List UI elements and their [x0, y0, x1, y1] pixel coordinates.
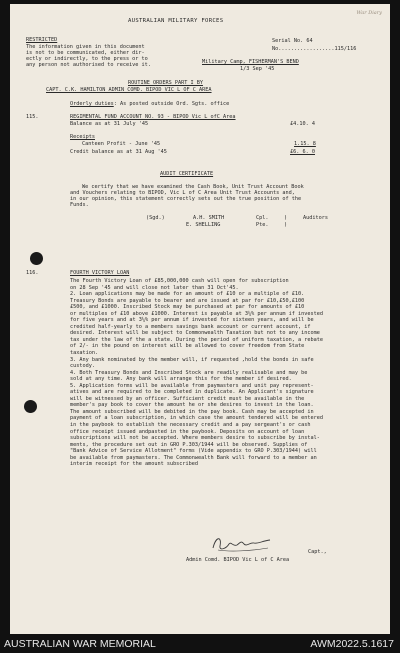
item-number: 115. [26, 114, 39, 120]
loan-line: Treasury Bonds are payable to bearer and are issued at par for £10,£50,£100 [70, 297, 305, 304]
balance-label: Balance as at 31 July '45 [70, 121, 149, 127]
loan-line: The Fourth Victory Loan of £85,000,000 cash will open for subscription [70, 278, 289, 284]
canteen-value: 1.15. 8 [294, 141, 316, 147]
loan-line: will be witnessed by an officer. Sufficient credit must be available in the [70, 395, 305, 402]
loan-line: 4. Both Treasury Bonds and Inscribed Stock are readily realisable and may be [70, 369, 308, 376]
loan-line: for five years and at 3¼% per annum if invested for sixteen years, and will be [70, 317, 314, 324]
auditor-name: E. SHELLING [186, 222, 221, 228]
auditor-name: A.H. SMITH [193, 215, 225, 221]
auditor-rank: Cpl. [256, 215, 269, 221]
loan-line: subscriptions will not be accepted. Where members desire to subscribe by instal- [70, 435, 320, 442]
loan-line: £500, and £1000. Inscribed Stock may be purchased at par for amounts of £10 [70, 304, 305, 311]
loan-line: of 2/- in the pound on interest will be allowed to cover freedom from State [70, 343, 305, 350]
loan-line: interim receipt for the amount subscribed [70, 461, 199, 468]
loan-line: 5. Application forms will be available from paymasters and unit pay represent- [70, 382, 314, 389]
restricted-label: RESTRICTED [26, 37, 58, 43]
document-page [10, 4, 390, 634]
audit-line: in our opinion, this statement correctly sets out the true position of the [70, 196, 302, 202]
orderly-duties [70, 101, 229, 107]
pencil-annotation: War Diary [356, 10, 382, 16]
audit-line: and Vouchers relating to BIPOD, Vic L of C Area Unit Trust Accounts and, [70, 190, 295, 196]
loan-line: ments, the procedure set out in GRO P.303/1944 will be observed. Supplies of [70, 441, 308, 448]
notice-line: ectly or indirectly, to the press or to [26, 56, 148, 62]
loan-line: credited half-yearly to a members savings bank account or current account, if [70, 323, 311, 330]
loan-line: in the paybook to establish the necessary credit and a pay sergeant's or cash [70, 422, 311, 429]
signoff-rank: Capt., [308, 549, 327, 555]
punch-hole [24, 400, 37, 413]
loan-line: sold at any time. Any bank will arrange this for the member if desired. [70, 376, 292, 383]
sgd-label: (Sgd.) [146, 215, 165, 221]
audit-line: Funds. [70, 202, 89, 208]
loan-line: or multiples of £10 above £1000. Interest is payable at 3¼% per annum if invested [70, 310, 323, 317]
loan-line: 3. Any bank nominated by the member will, if requested ,hold the bonds in safe [70, 356, 314, 363]
notice-line: The information given in this document [26, 44, 145, 50]
punch-hole [30, 252, 43, 265]
loan-line: tax under the law of the a state. During the period of uniform taxation, a rebate [70, 336, 323, 343]
duties-label: Orderly duties [70, 101, 114, 107]
loan-line: custody. [70, 363, 95, 370]
fund-title: REGIMENTAL FUND ACCOUNT NO. 93 - BIPOD Vic L ofC Area [70, 114, 236, 120]
duties-text: : As posted outside Ord. Sgts. office [113, 101, 230, 107]
signoff-admin: Admin Comd. BIPOD Vic L of C Area [186, 557, 290, 563]
receipts-label: Receipts [70, 134, 95, 140]
footer-reference: AWM2022.5.1617 [310, 638, 394, 650]
balance-value: £4.10. 4 [290, 121, 315, 127]
archive-footer [0, 636, 400, 653]
audit-line: We certify that we have examined the Cash Book, Unit Trust Account Book [82, 184, 304, 190]
audit-heading: AUDIT CERTIFICATE [160, 171, 214, 177]
loan-line: payment of a loan subscription, in which case the amount tendered will be entered [70, 415, 323, 422]
notice-line: any person not authorised to receive it. [26, 62, 151, 68]
order-number: No..................115/116 [272, 46, 357, 52]
canteen-label: Canteen Profit - June '45 [82, 141, 161, 147]
orders-heading: ROUTINE ORDERS PART I BY [128, 80, 203, 86]
order-date: 1/3 Sep '45 [240, 66, 275, 72]
auditor-rank: Pte. [256, 222, 269, 228]
serial-number: Serial No. 64 [272, 38, 313, 44]
auditors-label: Auditors [303, 215, 328, 221]
loan-line: atives and are required to be completed in duplicate. An Applicant's signature [70, 389, 314, 396]
loan-line: desired. Interest will be subject to Commonwealth Taxation but not to any income [70, 330, 320, 337]
notice-line: is not to be communicated, either dir- [26, 50, 145, 56]
footer-institution: AUSTRALIAN WAR MEMORIAL [4, 638, 156, 650]
loan-line: be available from paymasters. The Commonwealth Bank will forward to a member an [70, 454, 317, 461]
loan-line: "Bank Advice of Service Allotment" forms (Vide appendix to GRO P.303/1944) will [70, 448, 317, 455]
loan-line: on 28 Sep '45 and will close not later than 31 Oct'45. [70, 284, 239, 291]
loan-title: FOURTH VICTORY LOAN [70, 270, 130, 276]
loan-line: The amount subscribed will be debited in the pay book. Cash may be accepted in [70, 408, 314, 415]
loan-text [70, 278, 382, 468]
camp-name: Military Camp, FISHERMAN'S BEND [202, 59, 299, 65]
document-title: AUSTRALIAN MILITARY FORCES [128, 18, 224, 24]
loan-line: 2. Loan applications may be made for an amount of £10 or a multiple of £10. [70, 291, 305, 298]
item-number: 116. [26, 270, 39, 276]
credit-label: Credit balance as at 31 Aug '45 [70, 149, 167, 155]
commander-line: CAPT. C.K. HAMILTON ADMIN COMD. BIPOD VIC L OF C AREA [46, 87, 212, 93]
credit-value: £6. 6. 0 [290, 149, 315, 155]
brace: ) [284, 215, 288, 221]
loan-line: office receipt issued andpasted in the paybook. Deposits on account of loan [70, 428, 305, 435]
loan-line: member's pay book to cover the amount he or she desires to invest in the loan. [70, 402, 314, 409]
loan-line: taxation. [70, 350, 99, 357]
handwritten-signature [210, 532, 274, 554]
brace: ) [284, 222, 288, 228]
